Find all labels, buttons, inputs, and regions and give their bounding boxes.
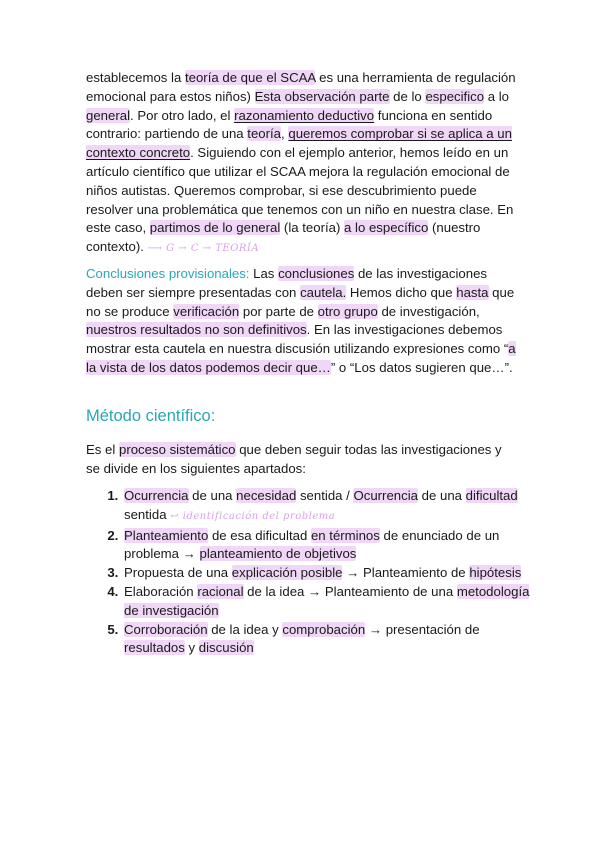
highlight: necesidad	[236, 488, 297, 503]
highlight-underlined: queremos comprobar si se aplica a un contexto concreto	[86, 126, 512, 161]
highlight: general	[86, 107, 130, 123]
text-run: es una herramienta de regulación emocional para estos niños)	[86, 70, 516, 104]
highlight-underlined: razonamiento deductivo	[234, 107, 375, 123]
list-item	[122, 583, 542, 621]
text-run: (nuestro contexto).	[86, 220, 481, 255]
text-run: Hemos dicho que	[346, 284, 457, 300]
highlight: nuestros resultados no son definitivos	[86, 322, 307, 338]
text-run: → presentación de	[365, 621, 480, 637]
highlight: comprobación	[282, 621, 366, 637]
highlight: Esta observación parte	[254, 88, 390, 104]
highlight: cautela.	[300, 284, 347, 300]
highlight: a la vista de los datos podemos decir que…	[86, 341, 516, 375]
text-run: → Planteamiento de	[342, 565, 470, 581]
highlight: Corroboración	[124, 621, 208, 637]
highlight: teoría de que el SCAA	[184, 70, 316, 85]
text-run: funciona en sentido contrario: partiendo de una	[86, 107, 493, 142]
highlight: hipótesis	[469, 565, 522, 581]
text-run: de esa dificultad	[208, 527, 311, 543]
text-run: a lo	[484, 88, 510, 104]
text-run: de una	[417, 488, 466, 503]
section-heading: Método científico:	[86, 407, 216, 425]
text-run: de enunciado de un problema →	[124, 527, 500, 562]
text-run: que no se produce	[86, 284, 515, 319]
handwritten-note: ↩ identificación del problema	[170, 510, 336, 522]
text-run: sentida	[124, 506, 167, 522]
list-item	[122, 564, 542, 583]
highlight: conclusiones	[278, 266, 355, 281]
paragraph-induction-deduction	[86, 69, 518, 259]
text-run: sentida /	[296, 488, 354, 503]
text-run: ” o “Los datos sugieren que…”.	[330, 359, 513, 375]
text-run: de las investigaciones deben ser siempre presentadas con	[86, 266, 487, 300]
highlight: partimos de lo general	[149, 220, 281, 236]
highlight: Ocurrencia	[124, 488, 189, 503]
text-run: de lo	[389, 88, 426, 104]
paragraph-conclusions	[86, 265, 518, 378]
text-run: y	[184, 640, 199, 656]
method-steps-list	[96, 487, 542, 658]
highlight: racional	[197, 583, 244, 599]
list-item	[122, 527, 542, 565]
highlight: dificultad	[465, 488, 518, 503]
text-run: de investigación,	[377, 303, 480, 319]
text-run: de la idea → Planteamiento de una	[243, 583, 457, 599]
highlight: especifico	[425, 88, 485, 104]
highlight: en términos	[310, 527, 380, 543]
highlight: planteamiento de objetivos	[199, 546, 357, 562]
text-run: ,	[281, 126, 289, 142]
handwritten-note: ⟶ G → C → TEORÍA	[147, 243, 260, 255]
list-item	[122, 487, 542, 527]
highlight: Ocurrencia	[353, 488, 418, 503]
text-run: . En las investigaciones debemos mostrar esta cautela en nuestra discusión utilizando expresiones como “	[86, 322, 509, 357]
highlight: verificación	[173, 303, 240, 319]
list-item	[122, 621, 542, 659]
text-run: por parte de	[239, 303, 318, 319]
text-run: . Siguiendo con el ejemplo anterior, hemos leído en un artículo científico que utilizar el SCAA mejora la regulación emocional de niños autistas. Queremos comprobar, si ese descubrimiento puede resolver una problemática que tenemos con un niño en nuestra clase. En este caso,	[86, 145, 514, 236]
highlight: resultados	[124, 640, 185, 656]
highlight: proceso sistemático	[118, 442, 236, 457]
highlight: teoría	[247, 126, 282, 142]
text-run: Las	[249, 266, 279, 281]
section-label: Conclusiones provisionales:	[86, 266, 250, 281]
text-run: (la teoría)	[280, 220, 345, 236]
highlight: explicación posible	[231, 565, 343, 581]
text-run: que deben seguir todas las investigaciones y se divide en los siguientes apartados:	[86, 442, 502, 476]
text-run: de una	[188, 488, 237, 503]
highlight: hasta	[456, 284, 489, 300]
highlight: metodología de investigación	[124, 583, 530, 618]
text-run: de la idea y	[207, 621, 283, 637]
paragraph-method-intro	[86, 441, 518, 479]
highlight: Planteamiento	[124, 527, 209, 543]
text-run: . Por otro lado, el	[130, 107, 235, 123]
text-run: establecemos la	[86, 70, 185, 85]
highlight: discusión	[198, 640, 254, 656]
text-run: Es el	[86, 442, 119, 457]
text-run: Propuesta de una	[124, 565, 232, 581]
highlight: a lo específico	[344, 220, 429, 236]
text-run: Elaboración	[124, 583, 198, 599]
highlight: otro grupo	[317, 303, 378, 319]
